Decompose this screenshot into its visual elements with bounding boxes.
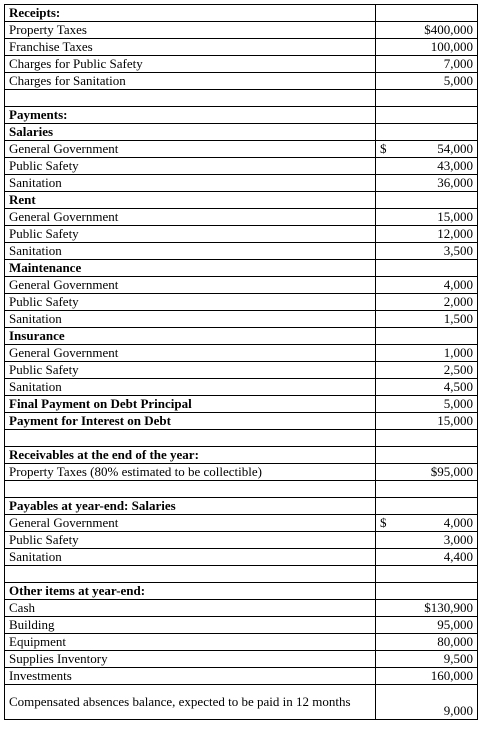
table-row (5, 107, 478, 124)
table-row (5, 430, 478, 447)
row-label: Sanitation (5, 243, 376, 260)
row-value: $95,000 (376, 464, 478, 481)
row-value: 1,000 (376, 345, 478, 362)
row-value (376, 141, 478, 158)
row-label: Salaries (5, 124, 376, 141)
table-row (5, 532, 478, 549)
row-value (376, 430, 478, 447)
row-label: Sanitation (5, 549, 376, 566)
table-row (5, 226, 478, 243)
table-row (5, 617, 478, 634)
table-row (5, 634, 478, 651)
row-value: 36,000 (376, 175, 478, 192)
row-label: Public Safety (5, 362, 376, 379)
row-value: 43,000 (376, 158, 478, 175)
row-label: Final Payment on Debt Principal (5, 396, 376, 413)
table-row (5, 515, 478, 532)
table-row (5, 413, 478, 430)
row-value (376, 192, 478, 209)
table-row (5, 464, 478, 481)
row-label (5, 430, 376, 447)
table-row (5, 158, 478, 175)
row-label: Public Safety (5, 226, 376, 243)
row-value (376, 498, 478, 515)
table-row (5, 328, 478, 345)
row-label: Public Safety (5, 158, 376, 175)
currency-symbol: $ (380, 141, 387, 156)
table-row (5, 192, 478, 209)
table-row (5, 90, 478, 107)
row-label: Property Taxes (5, 22, 376, 39)
row-value: 12,000 (376, 226, 478, 243)
row-label: Cash (5, 600, 376, 617)
table-row (5, 549, 478, 566)
row-label: Franchise Taxes (5, 39, 376, 56)
row-label (5, 90, 376, 107)
row-label: General Government (5, 209, 376, 226)
row-label: General Government (5, 515, 376, 532)
table-row (5, 5, 478, 22)
row-value: 3,000 (376, 532, 478, 549)
table-row (5, 39, 478, 56)
row-value (376, 107, 478, 124)
row-label (5, 481, 376, 498)
table-row (5, 22, 478, 39)
row-value: 7,000 (376, 56, 478, 73)
row-value (376, 447, 478, 464)
table-row (5, 583, 478, 600)
row-value: 3,500 (376, 243, 478, 260)
row-label: Public Safety (5, 532, 376, 549)
table-row (5, 498, 478, 515)
row-value: 80,000 (376, 634, 478, 651)
table-row (5, 124, 478, 141)
row-label: Payments: (5, 107, 376, 124)
table-row (5, 345, 478, 362)
table-row (5, 73, 478, 90)
row-label: Supplies Inventory (5, 651, 376, 668)
table-row (5, 362, 478, 379)
row-label: Investments (5, 668, 376, 685)
row-label: Sanitation (5, 311, 376, 328)
row-label: Charges for Sanitation (5, 73, 376, 90)
table-row (5, 175, 478, 192)
row-label: Rent (5, 192, 376, 209)
table-body (5, 5, 478, 720)
row-value: 1,500 (376, 311, 478, 328)
table-row (5, 396, 478, 413)
table-row (5, 668, 478, 685)
row-label: Receipts: (5, 5, 376, 22)
row-value (376, 90, 478, 107)
row-value (376, 5, 478, 22)
row-value: 4,400 (376, 549, 478, 566)
row-label: Maintenance (5, 260, 376, 277)
row-value: 15,000 (376, 413, 478, 430)
row-value: $400,000 (376, 22, 478, 39)
row-label: General Government (5, 277, 376, 294)
row-value (376, 566, 478, 583)
table-row (5, 685, 478, 720)
table-row (5, 294, 478, 311)
row-value: 5,000 (376, 396, 478, 413)
amount: 54,000 (437, 141, 473, 156)
table-row (5, 481, 478, 498)
row-value: 95,000 (376, 617, 478, 634)
row-label: Public Safety (5, 294, 376, 311)
row-label: Charges for Public Safety (5, 56, 376, 73)
row-value: 5,000 (376, 73, 478, 90)
table-row (5, 56, 478, 73)
row-label (5, 566, 376, 583)
row-value (376, 328, 478, 345)
table-row (5, 141, 478, 158)
row-value: $130,900 (376, 600, 478, 617)
row-value (376, 260, 478, 277)
row-label: Building (5, 617, 376, 634)
row-value (376, 583, 478, 600)
table-row (5, 447, 478, 464)
row-value: 9,000 (376, 685, 478, 720)
row-label: Property Taxes (80% estimated to be collectible) (5, 464, 376, 481)
row-label: Insurance (5, 328, 376, 345)
row-value: 4,500 (376, 379, 478, 396)
financial-data-table (4, 4, 478, 720)
row-value (376, 481, 478, 498)
table-row (5, 651, 478, 668)
row-value: 160,000 (376, 668, 478, 685)
row-label: Equipment (5, 634, 376, 651)
table-row (5, 209, 478, 226)
table-row (5, 379, 478, 396)
row-value (376, 124, 478, 141)
row-label: General Government (5, 345, 376, 362)
currency-symbol: $ (380, 515, 387, 530)
table-row (5, 260, 478, 277)
row-label: Other items at year-end: (5, 583, 376, 600)
row-label: Sanitation (5, 175, 376, 192)
row-label: Payables at year-end: Salaries (5, 498, 376, 515)
row-value: 15,000 (376, 209, 478, 226)
row-value: 100,000 (376, 39, 478, 56)
table-row (5, 566, 478, 583)
row-label: Sanitation (5, 379, 376, 396)
row-value: 9,500 (376, 651, 478, 668)
row-value (376, 515, 478, 532)
row-value: 2,500 (376, 362, 478, 379)
row-value: 4,000 (376, 277, 478, 294)
table-row (5, 600, 478, 617)
table-row (5, 243, 478, 260)
row-label: Payment for Interest on Debt (5, 413, 376, 430)
row-value: 2,000 (376, 294, 478, 311)
row-label: Compensated absences balance, expected to be paid in 12 months (5, 685, 376, 720)
row-label: General Government (5, 141, 376, 158)
table-row (5, 311, 478, 328)
table-row (5, 277, 478, 294)
row-label: Receivables at the end of the year: (5, 447, 376, 464)
amount: 4,000 (443, 515, 473, 530)
